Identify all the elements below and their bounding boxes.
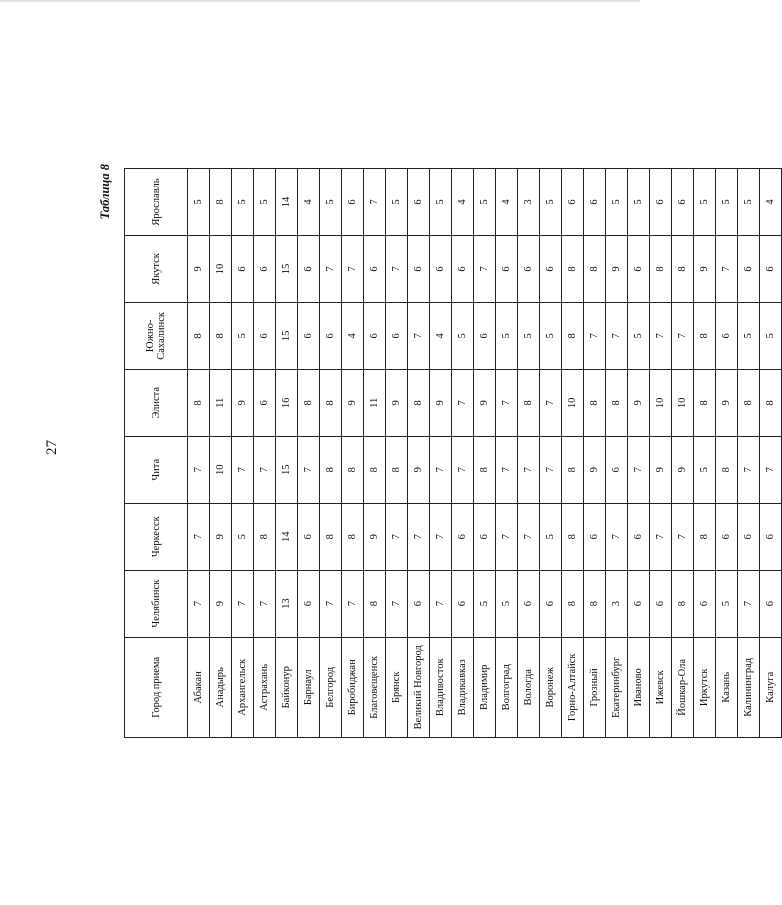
value-cell: 5 — [474, 169, 496, 236]
city-cell: Казань — [716, 637, 738, 737]
value-cell: 5 — [540, 503, 562, 570]
value-cell: 4 — [452, 169, 474, 236]
table-row — [628, 169, 650, 738]
scan-edge — [0, 0, 640, 3]
value-cell: 6 — [760, 570, 782, 637]
value-cell: 6 — [408, 235, 430, 302]
value-cell: 7 — [386, 235, 408, 302]
header-cell: Якутск — [125, 235, 188, 302]
value-cell: 8 — [694, 302, 716, 369]
value-cell: 7 — [738, 570, 760, 637]
value-cell: 10 — [210, 436, 232, 503]
value-cell: 7 — [606, 302, 628, 369]
value-cell: 3 — [606, 570, 628, 637]
data-table — [124, 168, 782, 738]
city-cell: Калуга — [760, 637, 782, 737]
table-row — [496, 169, 518, 738]
city-cell: Иваново — [628, 637, 650, 737]
value-cell: 6 — [738, 503, 760, 570]
value-cell: 7 — [518, 503, 540, 570]
value-cell: 7 — [474, 235, 496, 302]
table-row — [320, 169, 342, 738]
value-cell: 9 — [716, 369, 738, 436]
value-cell: 5 — [254, 169, 276, 236]
value-cell: 6 — [430, 235, 452, 302]
value-cell: 6 — [694, 570, 716, 637]
city-cell: Астрахань — [254, 637, 276, 737]
table-row — [584, 169, 606, 738]
value-cell: 7 — [430, 570, 452, 637]
rotated-table-container — [96, 158, 776, 738]
value-cell: 7 — [364, 169, 386, 236]
city-cell: Ижевск — [650, 637, 672, 737]
city-cell: Иркутск — [694, 637, 716, 737]
city-cell: Владикавказ — [452, 637, 474, 737]
value-cell: 7 — [342, 235, 364, 302]
city-cell: Биробиджан — [342, 637, 364, 737]
table-row — [408, 169, 430, 738]
value-cell: 7 — [254, 570, 276, 637]
value-cell: 7 — [254, 436, 276, 503]
table-row — [342, 169, 364, 738]
value-cell: 6 — [628, 570, 650, 637]
value-cell: 8 — [562, 570, 584, 637]
city-cell: Великий Новгород — [408, 637, 430, 737]
value-cell: 7 — [672, 302, 694, 369]
table-row — [386, 169, 408, 738]
value-cell: 8 — [320, 436, 342, 503]
table-row — [276, 169, 298, 738]
value-cell: 9 — [694, 235, 716, 302]
city-cell: Вологда — [518, 637, 540, 737]
value-cell: 8 — [672, 235, 694, 302]
value-cell: 6 — [716, 302, 738, 369]
value-cell: 6 — [364, 302, 386, 369]
city-cell: Калининград — [738, 637, 760, 737]
city-cell: Йошкар-Ола — [672, 637, 694, 737]
value-cell: 8 — [760, 369, 782, 436]
value-cell: 7 — [188, 570, 210, 637]
value-cell: 8 — [562, 235, 584, 302]
value-cell: 9 — [628, 369, 650, 436]
header-cell: Город приема — [125, 637, 188, 737]
header-cell: Элиста — [125, 369, 188, 436]
value-cell: 5 — [540, 302, 562, 369]
value-cell: 8 — [408, 369, 430, 436]
value-cell: 6 — [298, 302, 320, 369]
value-cell: 3 — [518, 169, 540, 236]
value-cell: 7 — [298, 436, 320, 503]
header-cell: Чита — [125, 436, 188, 503]
value-cell: 7 — [738, 436, 760, 503]
value-cell: 7 — [232, 570, 254, 637]
value-cell: 9 — [606, 235, 628, 302]
city-cell: Барнаул — [298, 637, 320, 737]
value-cell: 6 — [584, 169, 606, 236]
value-cell: 5 — [430, 169, 452, 236]
value-cell: 4 — [342, 302, 364, 369]
value-cell: 13 — [276, 570, 298, 637]
value-cell: 7 — [650, 503, 672, 570]
value-cell: 7 — [320, 235, 342, 302]
value-cell: 9 — [584, 436, 606, 503]
value-cell: 5 — [496, 570, 518, 637]
table-row — [430, 169, 452, 738]
value-cell: 6 — [628, 503, 650, 570]
value-cell: 8 — [474, 436, 496, 503]
city-cell: Анадырь — [210, 637, 232, 737]
value-cell: 6 — [540, 235, 562, 302]
value-cell: 9 — [650, 436, 672, 503]
city-cell: Владимир — [474, 637, 496, 737]
header-cell: Ярославль — [125, 169, 188, 236]
city-cell: Екатеринбург — [606, 637, 628, 737]
value-cell: 7 — [672, 503, 694, 570]
city-cell: Грозный — [584, 637, 606, 737]
value-cell: 5 — [232, 503, 254, 570]
value-cell: 6 — [452, 570, 474, 637]
value-cell: 6 — [474, 503, 496, 570]
table-row — [474, 169, 496, 738]
value-cell: 5 — [452, 302, 474, 369]
value-cell: 6 — [452, 503, 474, 570]
value-cell: 4 — [430, 302, 452, 369]
value-cell: 5 — [716, 169, 738, 236]
value-cell: 11 — [364, 369, 386, 436]
value-cell: 5 — [320, 169, 342, 236]
value-cell: 6 — [496, 235, 518, 302]
value-cell: 11 — [210, 369, 232, 436]
value-cell: 5 — [738, 169, 760, 236]
table-row — [672, 169, 694, 738]
value-cell: 8 — [518, 369, 540, 436]
header-cell: Черкесск — [125, 503, 188, 570]
value-cell: 8 — [342, 436, 364, 503]
value-cell: 7 — [188, 436, 210, 503]
value-cell: 5 — [232, 169, 254, 236]
value-cell: 8 — [584, 570, 606, 637]
value-cell: 6 — [254, 369, 276, 436]
table-row — [518, 169, 540, 738]
value-cell: 6 — [650, 169, 672, 236]
value-cell: 5 — [474, 570, 496, 637]
value-cell: 5 — [496, 302, 518, 369]
value-cell: 9 — [210, 570, 232, 637]
value-cell: 4 — [298, 169, 320, 236]
table-row — [760, 169, 782, 738]
value-cell: 15 — [276, 302, 298, 369]
value-cell: 7 — [606, 503, 628, 570]
value-cell: 5 — [628, 169, 650, 236]
table-label: Таблица 8 — [98, 164, 112, 220]
value-cell: 7 — [650, 302, 672, 369]
value-cell: 8 — [716, 436, 738, 503]
city-cell: Горно-Алтайск — [562, 637, 584, 737]
table-row — [738, 169, 760, 738]
table-row — [606, 169, 628, 738]
value-cell: 6 — [254, 235, 276, 302]
city-cell: Благовещенск — [364, 637, 386, 737]
value-cell: 8 — [694, 369, 716, 436]
value-cell: 6 — [606, 436, 628, 503]
value-cell: 9 — [408, 436, 430, 503]
value-cell: 9 — [386, 369, 408, 436]
value-cell: 6 — [474, 302, 496, 369]
value-cell: 6 — [518, 235, 540, 302]
value-cell: 5 — [518, 302, 540, 369]
value-cell: 6 — [760, 235, 782, 302]
value-cell: 7 — [386, 503, 408, 570]
value-cell: 6 — [650, 570, 672, 637]
value-cell: 6 — [738, 235, 760, 302]
value-cell: 5 — [540, 169, 562, 236]
city-cell: Волгоград — [496, 637, 518, 737]
value-cell: 6 — [672, 169, 694, 236]
value-cell: 6 — [342, 169, 364, 236]
value-cell: 8 — [584, 235, 606, 302]
value-cell: 8 — [320, 369, 342, 436]
value-cell: 6 — [518, 570, 540, 637]
city-cell: Байконур — [276, 637, 298, 737]
value-cell: 9 — [232, 369, 254, 436]
header-row — [125, 169, 188, 738]
value-cell: 6 — [628, 235, 650, 302]
value-cell: 8 — [188, 369, 210, 436]
value-cell: 6 — [408, 169, 430, 236]
value-cell: 10 — [650, 369, 672, 436]
value-cell: 7 — [716, 235, 738, 302]
value-cell: 7 — [584, 302, 606, 369]
value-cell: 6 — [298, 235, 320, 302]
table-body — [188, 169, 782, 738]
value-cell: 8 — [562, 503, 584, 570]
value-cell: 8 — [584, 369, 606, 436]
table-row — [210, 169, 232, 738]
value-cell: 7 — [408, 503, 430, 570]
value-cell: 5 — [738, 302, 760, 369]
value-cell: 5 — [628, 302, 650, 369]
value-cell: 9 — [342, 369, 364, 436]
value-cell: 8 — [188, 302, 210, 369]
value-cell: 5 — [386, 169, 408, 236]
value-cell: 8 — [606, 369, 628, 436]
city-cell: Воронеж — [540, 637, 562, 737]
value-cell: 8 — [364, 436, 386, 503]
table-row — [452, 169, 474, 738]
city-cell: Белгород — [320, 637, 342, 737]
value-cell: 8 — [650, 235, 672, 302]
value-cell: 8 — [738, 369, 760, 436]
value-cell: 7 — [452, 369, 474, 436]
value-cell: 10 — [672, 369, 694, 436]
value-cell: 7 — [342, 570, 364, 637]
city-cell: Абакан — [188, 637, 210, 737]
table-row — [254, 169, 276, 738]
value-cell: 7 — [628, 436, 650, 503]
header-cell: Челябинск — [125, 570, 188, 637]
value-cell: 7 — [518, 436, 540, 503]
value-cell: 7 — [540, 369, 562, 436]
value-cell: 6 — [232, 235, 254, 302]
value-cell: 9 — [188, 235, 210, 302]
value-cell: 8 — [562, 302, 584, 369]
table-row — [298, 169, 320, 738]
value-cell: 9 — [474, 369, 496, 436]
table-row — [650, 169, 672, 738]
value-cell: 6 — [716, 503, 738, 570]
value-cell: 8 — [254, 503, 276, 570]
value-cell: 7 — [386, 570, 408, 637]
value-cell: 6 — [386, 302, 408, 369]
value-cell: 8 — [694, 503, 716, 570]
table-row — [364, 169, 386, 738]
value-cell: 8 — [210, 169, 232, 236]
value-cell: 7 — [496, 503, 518, 570]
value-cell: 4 — [760, 169, 782, 236]
value-cell: 8 — [320, 503, 342, 570]
table-row — [562, 169, 584, 738]
value-cell: 6 — [562, 169, 584, 236]
value-cell: 6 — [584, 503, 606, 570]
value-cell: 7 — [496, 369, 518, 436]
value-cell: 5 — [232, 302, 254, 369]
city-cell: Брянск — [386, 637, 408, 737]
value-cell: 7 — [232, 436, 254, 503]
value-cell: 7 — [452, 436, 474, 503]
value-cell: 7 — [430, 436, 452, 503]
table-row — [188, 169, 210, 738]
value-cell: 9 — [430, 369, 452, 436]
value-cell: 6 — [298, 570, 320, 637]
value-cell: 5 — [694, 436, 716, 503]
value-cell: 7 — [188, 503, 210, 570]
value-cell: 6 — [452, 235, 474, 302]
value-cell: 5 — [716, 570, 738, 637]
value-cell: 7 — [408, 302, 430, 369]
value-cell: 5 — [694, 169, 716, 236]
value-cell: 6 — [540, 570, 562, 637]
value-cell: 8 — [562, 436, 584, 503]
city-cell: Владивосток — [430, 637, 452, 737]
value-cell: 15 — [276, 235, 298, 302]
value-cell: 9 — [672, 436, 694, 503]
value-cell: 10 — [210, 235, 232, 302]
value-cell: 8 — [298, 369, 320, 436]
value-cell: 6 — [298, 503, 320, 570]
value-cell: 8 — [342, 503, 364, 570]
value-cell: 14 — [276, 503, 298, 570]
value-cell: 9 — [364, 503, 386, 570]
value-cell: 4 — [496, 169, 518, 236]
value-cell: 8 — [672, 570, 694, 637]
table-row — [716, 169, 738, 738]
value-cell: 8 — [386, 436, 408, 503]
value-cell: 16 — [276, 369, 298, 436]
value-cell: 7 — [540, 436, 562, 503]
table-row — [694, 169, 716, 738]
value-cell: 5 — [188, 169, 210, 236]
value-cell: 6 — [254, 302, 276, 369]
value-cell: 7 — [320, 570, 342, 637]
value-cell: 7 — [430, 503, 452, 570]
value-cell: 15 — [276, 436, 298, 503]
value-cell: 7 — [760, 436, 782, 503]
value-cell: 8 — [364, 570, 386, 637]
header-cell: Южно-Сахалинск — [125, 302, 188, 369]
table-row — [232, 169, 254, 738]
city-cell: Архангельск — [232, 637, 254, 737]
value-cell: 6 — [320, 302, 342, 369]
page-number: 27 — [44, 440, 60, 455]
value-cell: 9 — [210, 503, 232, 570]
value-cell: 5 — [606, 169, 628, 236]
value-cell: 14 — [276, 169, 298, 236]
value-cell: 10 — [562, 369, 584, 436]
table-row — [540, 169, 562, 738]
value-cell: 6 — [760, 503, 782, 570]
value-cell: 6 — [364, 235, 386, 302]
value-cell: 7 — [496, 436, 518, 503]
value-cell: 5 — [760, 302, 782, 369]
value-cell: 8 — [210, 302, 232, 369]
value-cell: 6 — [408, 570, 430, 637]
